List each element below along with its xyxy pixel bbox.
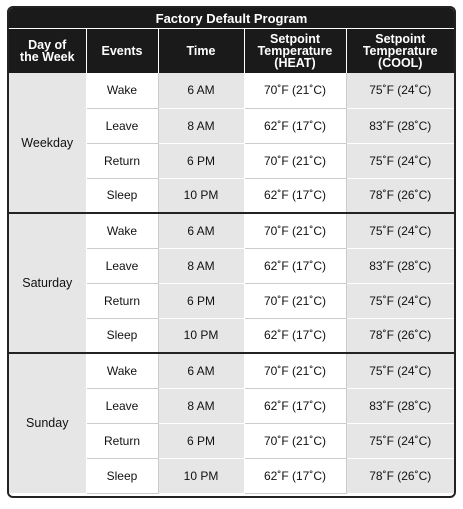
cool-setpoint-cell: 83˚F (28˚C) [346,108,454,143]
header-day-line2: the Week [19,50,75,64]
header-cool [346,29,454,73]
time-cell: 10 PM [158,318,244,353]
cool-setpoint-cell: 75˚F (24˚C) [346,213,454,248]
event-cell: Leave [86,388,158,423]
time-cell: 6 PM [158,423,244,458]
time-cell: 6 AM [158,353,244,388]
event-cell: Leave [86,248,158,283]
day-of-week-cell: Saturday [9,213,86,353]
header-heat-line1: Setpoint [270,32,320,46]
event-cell: Sleep [86,458,158,493]
time-cell: 8 AM [158,248,244,283]
time-cell: 6 PM [158,143,244,178]
heat-setpoint-cell: 70˚F (21˚C) [244,423,346,458]
time-cell: 6 AM [158,73,244,108]
cool-setpoint-cell: 78˚F (26˚C) [346,458,454,493]
cool-setpoint-cell: 78˚F (26˚C) [346,318,454,353]
program-table [9,29,454,494]
cool-setpoint-cell: 75˚F (24˚C) [346,143,454,178]
program-table-frame [7,6,456,498]
heat-setpoint-cell: 70˚F (21˚C) [244,73,346,108]
heat-setpoint-cell: 62˚F (17˚C) [244,458,346,493]
event-cell: Return [86,143,158,178]
day-of-week-cell: Weekday [9,73,86,213]
time-cell: 8 AM [158,388,244,423]
header-day-line1: Day of [28,38,67,52]
day-of-week-cell: Sunday [9,353,86,493]
cool-setpoint-cell: 83˚F (28˚C) [346,388,454,423]
cool-setpoint-cell: 75˚F (24˚C) [346,353,454,388]
event-cell: Wake [86,353,158,388]
header-events: Events [86,29,158,73]
heat-setpoint-cell: 62˚F (17˚C) [244,108,346,143]
header-heat [244,29,346,73]
heat-setpoint-cell: 70˚F (21˚C) [244,213,346,248]
table-row [9,353,454,388]
cool-setpoint-cell: 78˚F (26˚C) [346,178,454,213]
header-row [9,29,454,73]
time-cell: 6 PM [158,283,244,318]
header-cool-line1: Setpoint [375,32,426,46]
header-time: Time [158,29,244,73]
program-body [9,73,454,493]
event-cell: Leave [86,108,158,143]
cool-setpoint-cell: 75˚F (24˚C) [346,283,454,318]
heat-setpoint-cell: 70˚F (21˚C) [244,353,346,388]
table-title: Factory Default Program [9,8,454,29]
event-cell: Sleep [86,178,158,213]
time-cell: 6 AM [158,213,244,248]
cool-setpoint-cell: 75˚F (24˚C) [346,73,454,108]
heat-setpoint-cell: 62˚F (17˚C) [244,248,346,283]
event-cell: Return [86,283,158,318]
heat-setpoint-cell: 70˚F (21˚C) [244,143,346,178]
heat-setpoint-cell: 70˚F (21˚C) [244,283,346,318]
heat-setpoint-cell: 62˚F (17˚C) [244,318,346,353]
header-heat-line2: Temperature [257,44,333,58]
event-cell: Sleep [86,318,158,353]
heat-setpoint-cell: 62˚F (17˚C) [244,178,346,213]
cool-setpoint-cell: 75˚F (24˚C) [346,423,454,458]
table-row [9,73,454,108]
event-cell: Return [86,423,158,458]
cool-setpoint-cell: 83˚F (28˚C) [346,248,454,283]
event-cell: Wake [86,213,158,248]
event-cell: Wake [86,73,158,108]
time-cell: 8 AM [158,108,244,143]
time-cell: 10 PM [158,458,244,493]
header-day [9,29,86,73]
header-heat-line3: (HEAT) [274,56,316,70]
table-row [9,213,454,248]
time-cell: 10 PM [158,178,244,213]
header-cool-line2: Temperature [362,44,438,58]
header-cool-line3: (COOL) [378,56,423,70]
heat-setpoint-cell: 62˚F (17˚C) [244,388,346,423]
